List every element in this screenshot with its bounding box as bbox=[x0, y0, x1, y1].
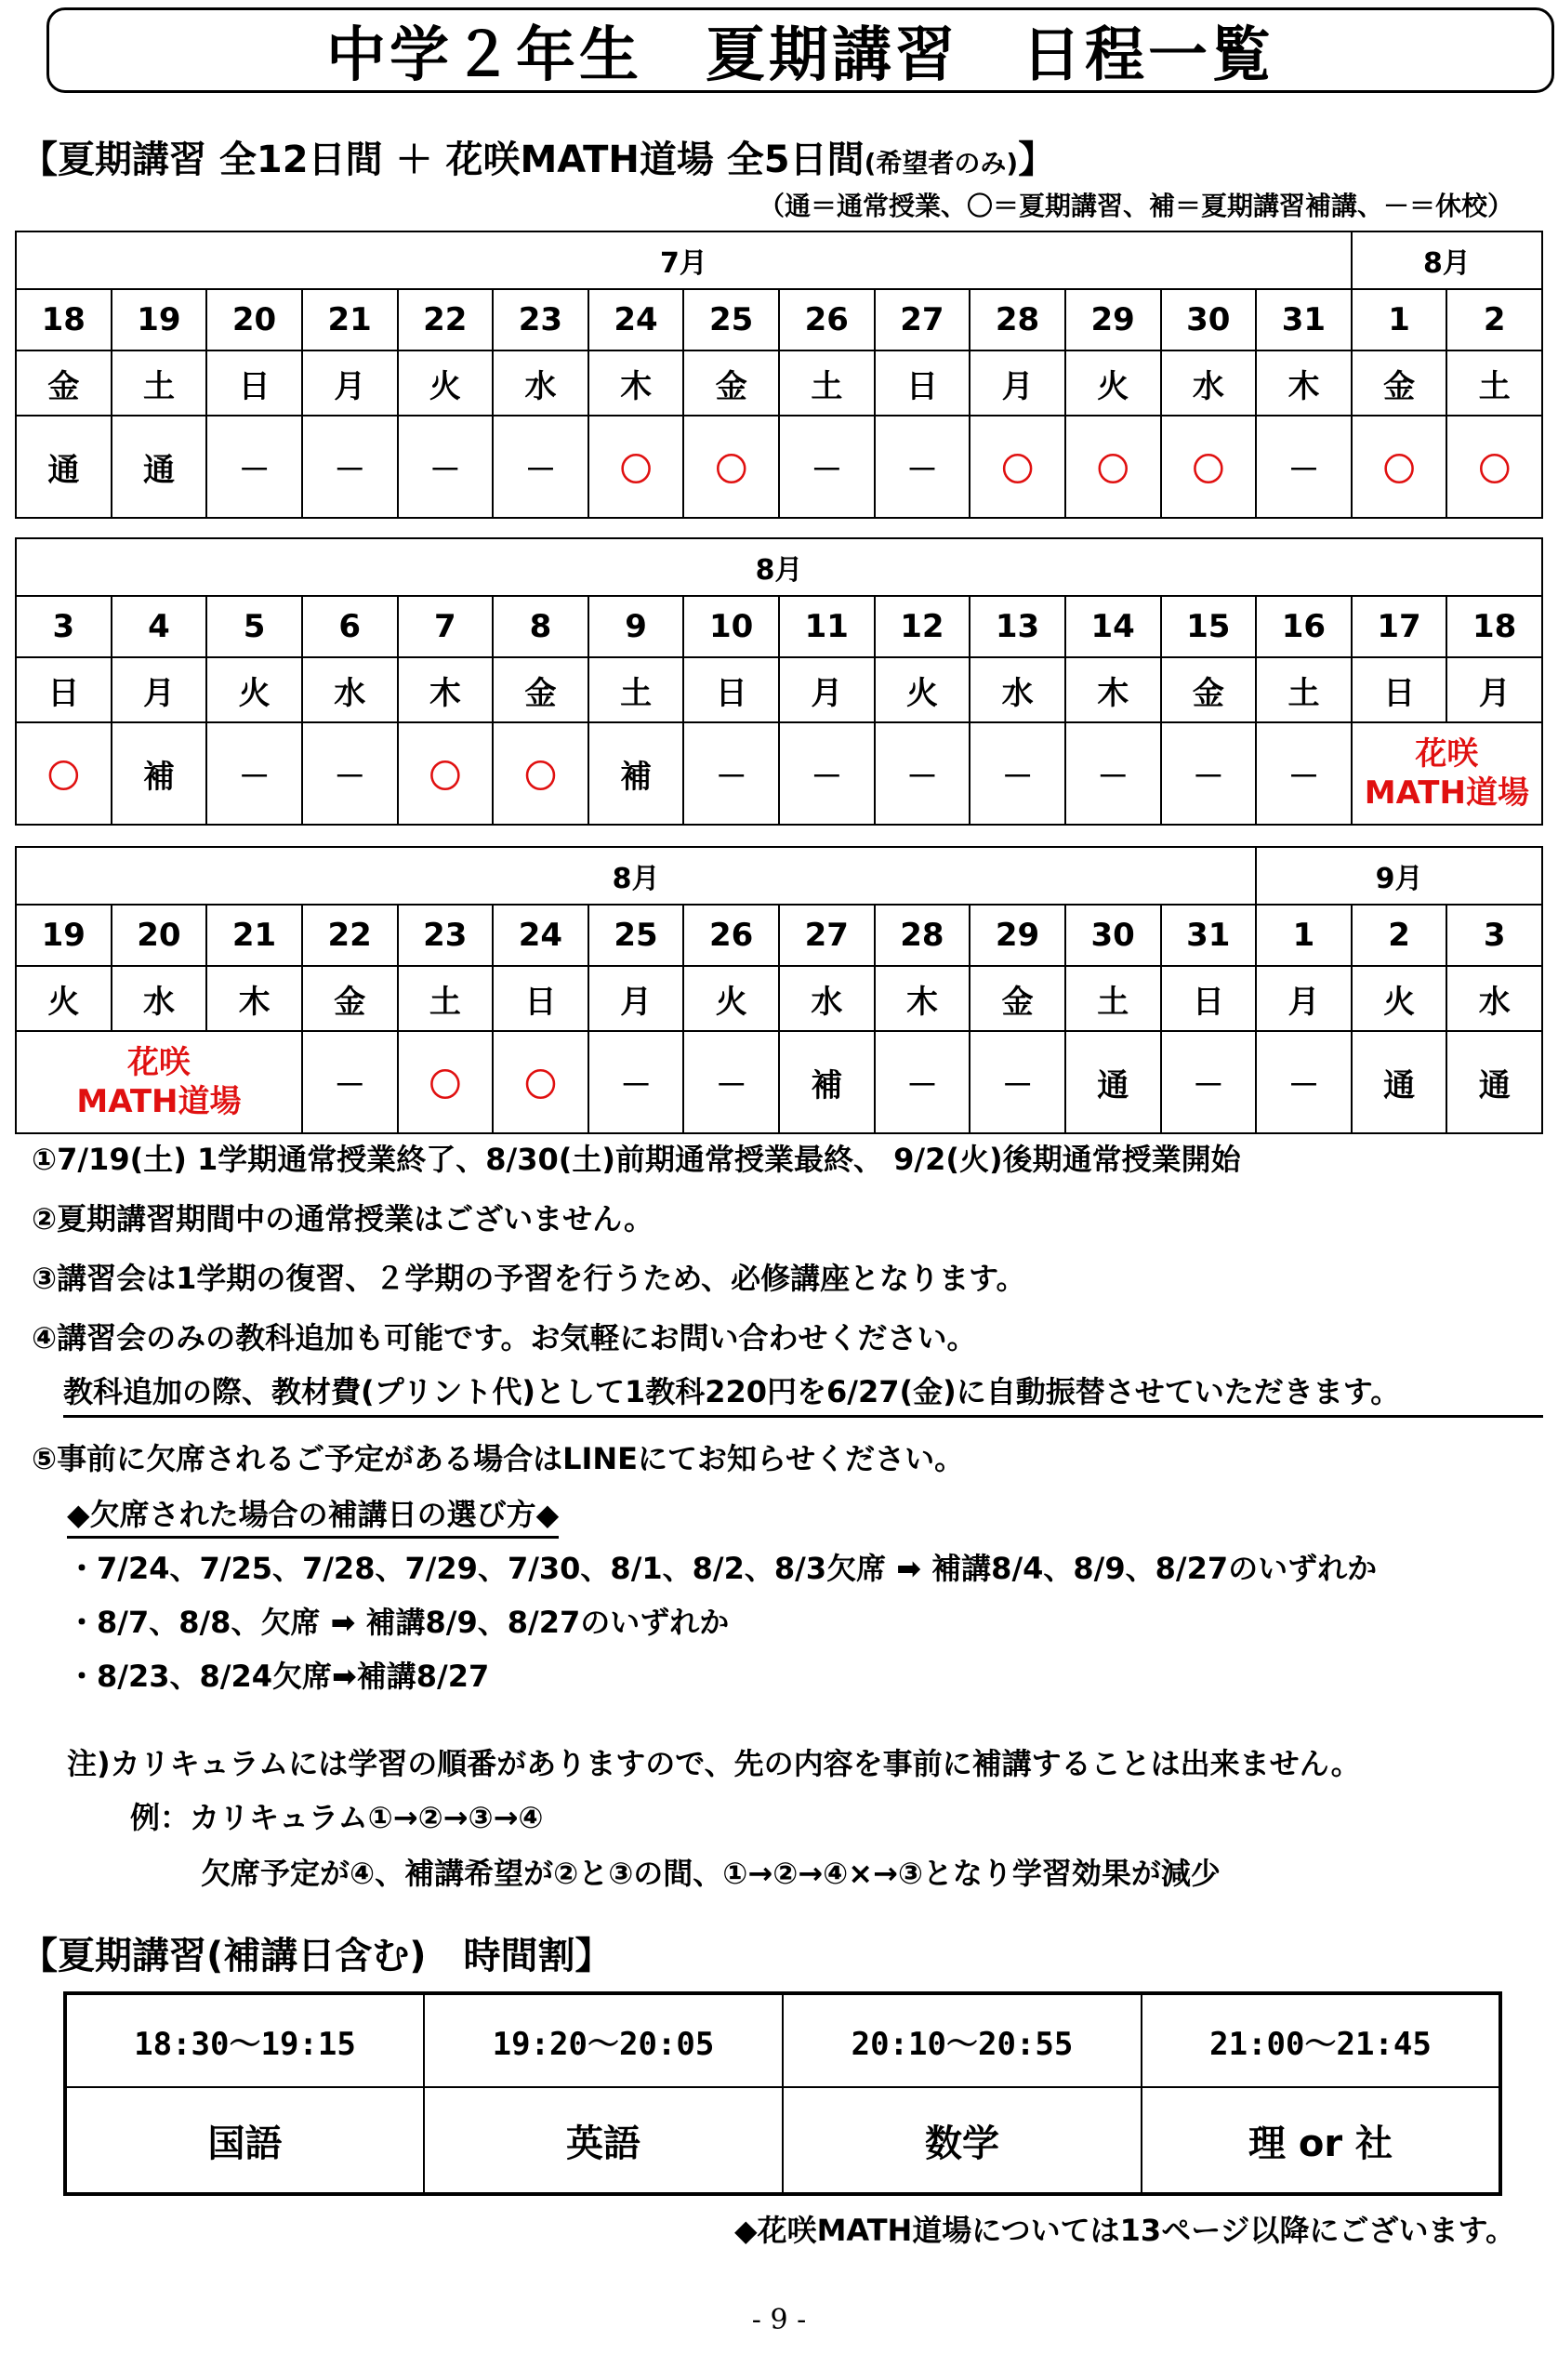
status-cell: － bbox=[683, 1031, 779, 1133]
status-cell: 〇 bbox=[1352, 416, 1447, 518]
weekday-cell: 月 bbox=[112, 657, 207, 722]
month-header: 7月 bbox=[16, 231, 1352, 289]
weekday-cell: 火 bbox=[683, 966, 779, 1031]
date-cell: 1 bbox=[1256, 905, 1352, 966]
curriculum-example: 例：カリキュラム①→②→③→④ bbox=[130, 1800, 544, 1835]
date-cell: 6 bbox=[302, 596, 398, 657]
date-cell: 18 bbox=[16, 289, 112, 350]
weekday-cell: 水 bbox=[1446, 966, 1542, 1031]
weekday-cell: 月 bbox=[779, 657, 875, 722]
date-cell: 3 bbox=[16, 596, 112, 657]
weekday-cell: 日 bbox=[206, 350, 302, 416]
weekday-cell: 土 bbox=[1256, 657, 1352, 722]
weekday-cell: 月 bbox=[1446, 657, 1542, 722]
weekday-cell: 金 bbox=[493, 657, 588, 722]
time-slot-2: 19:20～20:05 bbox=[424, 1993, 783, 2087]
date-cell: 30 bbox=[1161, 289, 1257, 350]
date-cell: 4 bbox=[112, 596, 207, 657]
weekday-cell: 木 bbox=[588, 350, 684, 416]
status-cell: － bbox=[206, 416, 302, 518]
date-cell: 19 bbox=[112, 289, 207, 350]
weekday-cell: 金 bbox=[1352, 350, 1447, 416]
status-cell: 〇 bbox=[493, 722, 588, 825]
weekday-cell: 月 bbox=[970, 350, 1065, 416]
date-cell: 13 bbox=[970, 596, 1065, 657]
date-cell: 22 bbox=[398, 289, 494, 350]
date-cell: 2 bbox=[1352, 905, 1447, 966]
date-cell: 31 bbox=[1161, 905, 1257, 966]
makeup-rule-2: ・8/7、8/8、欠席 ➡ 補講8/9、8/27のいずれか bbox=[67, 1605, 730, 1640]
footnote: ◆花咲MATH道場については13ページ以降にございます。 bbox=[733, 2213, 1515, 2248]
note-1: ①7/19(土) 1学期通常授業終了、8/30(土)前期通常授業最終、 9/2(火)後期通常授業開始 bbox=[32, 1142, 1241, 1177]
weekday-cell: 土 bbox=[779, 350, 875, 416]
status-cell: 補 bbox=[112, 722, 207, 825]
status-cell: － bbox=[1256, 722, 1352, 825]
note-5: ⑤事前に欠席されるご予定がある場合はLINEにてお知らせください。 bbox=[32, 1441, 965, 1476]
date-cell: 27 bbox=[779, 905, 875, 966]
weekday-cell: 金 bbox=[302, 966, 398, 1031]
status-cell: － bbox=[875, 416, 970, 518]
weekday-cell: 火 bbox=[875, 657, 970, 722]
date-cell: 14 bbox=[1065, 596, 1161, 657]
date-cell: 21 bbox=[206, 905, 302, 966]
date-cell: 22 bbox=[302, 905, 398, 966]
status-cell: 〇 bbox=[1446, 416, 1542, 518]
status-cell: 〇 bbox=[683, 416, 779, 518]
date-cell: 21 bbox=[302, 289, 398, 350]
weekday-cell: 日 bbox=[16, 657, 112, 722]
subject-3: 数学 bbox=[783, 2087, 1142, 2194]
date-cell: 7 bbox=[398, 596, 494, 657]
date-cell: 25 bbox=[683, 289, 779, 350]
weekday-cell: 土 bbox=[398, 966, 494, 1031]
status-legend: （通＝通常授業、〇＝夏期講習、補＝夏期講習補講、－＝休校） bbox=[758, 191, 1513, 221]
weekday-cell: 水 bbox=[779, 966, 875, 1031]
weekday-cell: 金 bbox=[683, 350, 779, 416]
date-cell: 23 bbox=[493, 289, 588, 350]
month-header: 8月 bbox=[16, 847, 1256, 905]
weekday-cell: 土 bbox=[1065, 966, 1161, 1031]
weekday-cell: 土 bbox=[588, 657, 684, 722]
status-cell: 通 bbox=[1352, 1031, 1447, 1133]
timetable-heading: 【夏期講習(補講日含む) 時間割】 bbox=[20, 1935, 613, 1977]
date-cell: 24 bbox=[493, 905, 588, 966]
weekday-cell: 水 bbox=[493, 350, 588, 416]
date-cell: 15 bbox=[1161, 596, 1257, 657]
weekday-cell: 火 bbox=[398, 350, 494, 416]
page-number: - 9 - bbox=[751, 2304, 807, 2336]
makeup-rule-1: ・7/24、7/25、7/28、7/29、7/30、8/1、8/2、8/3欠席 ➡ 補講8/4、8/9、8/27のいずれか bbox=[67, 1551, 1378, 1586]
weekday-cell: 土 bbox=[112, 350, 207, 416]
status-cell: 通 bbox=[112, 416, 207, 518]
status-cell: － bbox=[1256, 1031, 1352, 1133]
time-slot-1: 18:30～19:15 bbox=[65, 1993, 424, 2087]
status-cell: 補 bbox=[588, 722, 684, 825]
status-cell: 〇 bbox=[398, 1031, 494, 1133]
date-cell: 29 bbox=[970, 905, 1065, 966]
status-cell: － bbox=[302, 1031, 398, 1133]
status-cell: 〇 bbox=[493, 1031, 588, 1133]
date-cell: 23 bbox=[398, 905, 494, 966]
note-3: ③講習会は1学期の復習、２学期の予習を行うため、必修講座となります。 bbox=[32, 1261, 1026, 1296]
month-header: 8月 bbox=[16, 538, 1542, 596]
schedule-heading-close: 】 bbox=[1018, 139, 1056, 181]
status-cell: 通 bbox=[1065, 1031, 1161, 1133]
date-cell: 24 bbox=[588, 289, 684, 350]
calendar-block-1 bbox=[15, 231, 1543, 519]
status-cell: － bbox=[970, 1031, 1065, 1133]
status-cell: － bbox=[970, 722, 1065, 825]
weekday-cell: 水 bbox=[302, 657, 398, 722]
makeup-rule-3: ・8/23、8/24欠席➡補講8/27 bbox=[67, 1659, 490, 1694]
date-cell: 10 bbox=[683, 596, 779, 657]
timetable bbox=[63, 1991, 1502, 2196]
date-cell: 5 bbox=[206, 596, 302, 657]
calendar-block-2 bbox=[15, 537, 1543, 826]
calendar-block-3 bbox=[15, 846, 1543, 1134]
date-cell: 18 bbox=[1446, 596, 1542, 657]
status-cell: － bbox=[1256, 416, 1352, 518]
status-cell: － bbox=[493, 416, 588, 518]
weekday-cell: 木 bbox=[206, 966, 302, 1031]
status-cell: 〇 bbox=[1065, 416, 1161, 518]
date-cell: 30 bbox=[1065, 905, 1161, 966]
date-cell: 25 bbox=[588, 905, 684, 966]
status-cell: － bbox=[302, 416, 398, 518]
weekday-cell: 火 bbox=[206, 657, 302, 722]
status-cell: － bbox=[588, 1031, 684, 1133]
weekday-cell: 日 bbox=[875, 350, 970, 416]
weekday-cell: 水 bbox=[970, 657, 1065, 722]
weekday-cell: 月 bbox=[302, 350, 398, 416]
date-cell: 9 bbox=[588, 596, 684, 657]
status-cell: － bbox=[398, 416, 494, 518]
status-cell: 〇 bbox=[1161, 416, 1257, 518]
status-cell: － bbox=[302, 722, 398, 825]
date-cell: 27 bbox=[875, 289, 970, 350]
date-cell: 16 bbox=[1256, 596, 1352, 657]
weekday-cell: 木 bbox=[1065, 657, 1161, 722]
date-cell: 26 bbox=[683, 905, 779, 966]
note-4-detail: 教科追加の際、教材費(プリント代)として1教科220円を6/27(金)に自動振替させていただきます。 bbox=[63, 1368, 1543, 1418]
date-cell: 28 bbox=[970, 289, 1065, 350]
date-cell: 12 bbox=[875, 596, 970, 657]
weekday-cell: 金 bbox=[970, 966, 1065, 1031]
date-cell: 29 bbox=[1065, 289, 1161, 350]
curriculum-example-detail: 欠席予定が④、補講希望が②と③の間、①→②→④×→③となり学習効果が減少 bbox=[201, 1856, 1221, 1891]
date-cell: 2 bbox=[1446, 289, 1542, 350]
weekday-cell: 日 bbox=[683, 657, 779, 722]
date-cell: 8 bbox=[493, 596, 588, 657]
weekday-cell: 木 bbox=[398, 657, 494, 722]
time-slot-4: 21:00～21:45 bbox=[1142, 1993, 1500, 2087]
status-cell: － bbox=[683, 722, 779, 825]
page-title: 中学２年生 夏期講習 日程一覧 bbox=[46, 7, 1554, 93]
schedule-heading bbox=[20, 130, 1055, 183]
date-cell: 11 bbox=[779, 596, 875, 657]
status-cell: 通 bbox=[1446, 1031, 1542, 1133]
month-header: 8月 bbox=[1352, 231, 1542, 289]
status-cell: 〇 bbox=[970, 416, 1065, 518]
schedule-heading-main: 【夏期講習 全12日間 ＋ 花咲MATH道場 全5日間 bbox=[20, 139, 865, 181]
math-dojo-cell: 花咲 MATH道場 bbox=[1352, 722, 1542, 825]
date-cell: 19 bbox=[16, 905, 112, 966]
makeup-title: ◆欠席された場合の補講日の選び方◆ bbox=[67, 1491, 559, 1539]
status-cell: 補 bbox=[779, 1031, 875, 1133]
weekday-cell: 日 bbox=[493, 966, 588, 1031]
date-cell: 1 bbox=[1352, 289, 1447, 350]
status-cell: － bbox=[1161, 1031, 1257, 1133]
weekday-cell: 土 bbox=[1446, 350, 1542, 416]
date-cell: 31 bbox=[1256, 289, 1352, 350]
weekday-cell: 火 bbox=[1352, 966, 1447, 1031]
month-header: 9月 bbox=[1256, 847, 1542, 905]
weekday-cell: 水 bbox=[1161, 350, 1257, 416]
status-cell: 〇 bbox=[16, 722, 112, 825]
weekday-cell: 日 bbox=[1352, 657, 1447, 722]
weekday-cell: 月 bbox=[1256, 966, 1352, 1031]
weekday-cell: 金 bbox=[1161, 657, 1257, 722]
weekday-cell: 木 bbox=[875, 966, 970, 1031]
time-slot-3: 20:10～20:55 bbox=[783, 1993, 1142, 2087]
note-2: ②夏期講習期間中の通常授業はございません。 bbox=[32, 1201, 654, 1236]
note-4: ④講習会のみの教科追加も可能です。お気軽にお問い合わせください。 bbox=[32, 1320, 977, 1355]
weekday-cell: 火 bbox=[1065, 350, 1161, 416]
status-cell: 通 bbox=[16, 416, 112, 518]
weekday-cell: 木 bbox=[1256, 350, 1352, 416]
schedule-heading-note: (希望者のみ) bbox=[864, 148, 1019, 178]
weekday-cell: 月 bbox=[588, 966, 684, 1031]
status-cell: 〇 bbox=[398, 722, 494, 825]
subject-1: 国語 bbox=[65, 2087, 424, 2194]
status-cell: － bbox=[875, 722, 970, 825]
subject-4: 理 or 社 bbox=[1142, 2087, 1500, 2194]
date-cell: 17 bbox=[1352, 596, 1447, 657]
date-cell: 20 bbox=[206, 289, 302, 350]
status-cell: － bbox=[779, 722, 875, 825]
date-cell: 3 bbox=[1446, 905, 1542, 966]
subject-2: 英語 bbox=[424, 2087, 783, 2194]
status-cell: － bbox=[206, 722, 302, 825]
status-cell: － bbox=[779, 416, 875, 518]
weekday-cell: 金 bbox=[16, 350, 112, 416]
date-cell: 26 bbox=[779, 289, 875, 350]
weekday-cell: 水 bbox=[112, 966, 207, 1031]
weekday-cell: 火 bbox=[16, 966, 112, 1031]
status-cell: － bbox=[1065, 722, 1161, 825]
math-dojo-cell: 花咲 MATH道場 bbox=[16, 1031, 302, 1133]
curriculum-note: 注)カリキュラムには学習の順番がありますので、先の内容を事前に補講することは出来ません。 bbox=[67, 1746, 1361, 1781]
weekday-cell: 日 bbox=[1161, 966, 1257, 1031]
date-cell: 28 bbox=[875, 905, 970, 966]
status-cell: － bbox=[875, 1031, 970, 1133]
date-cell: 20 bbox=[112, 905, 207, 966]
status-cell: 〇 bbox=[588, 416, 684, 518]
status-cell: － bbox=[1161, 722, 1257, 825]
